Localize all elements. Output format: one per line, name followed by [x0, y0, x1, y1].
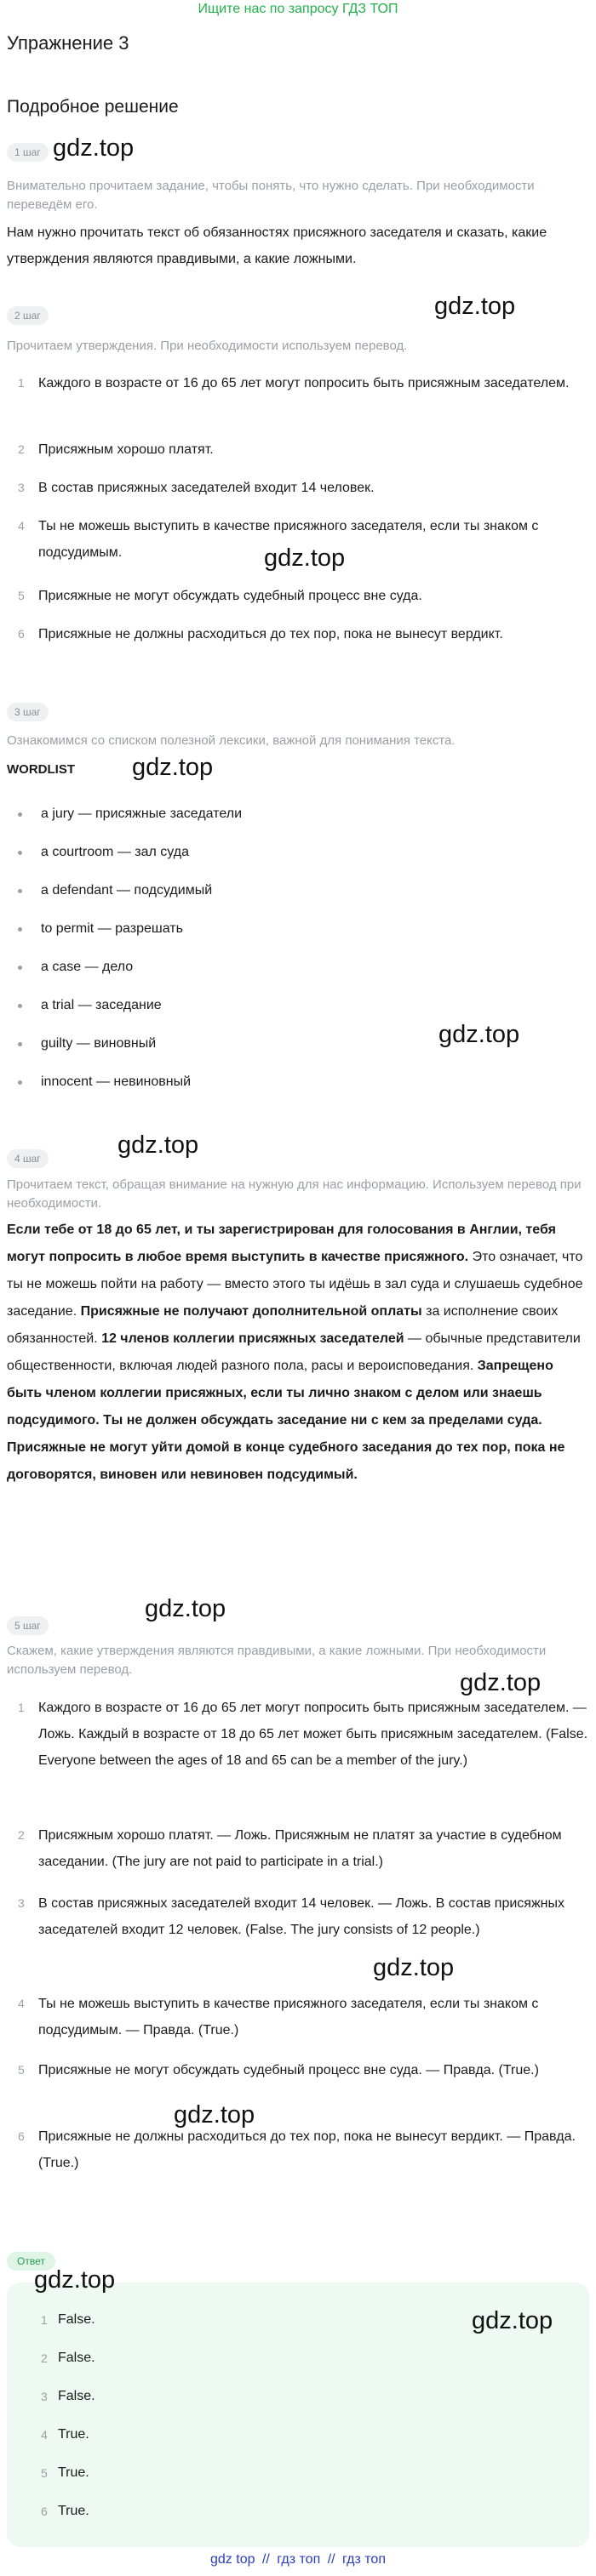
- watermark: gdz.top: [472, 2307, 553, 2334]
- list-item: [7, 843, 589, 881]
- footer-separator: //: [261, 2552, 270, 2567]
- list-item: 2 Присяжным хорошо платят. — Ложь. Присяжным не платят за участие в судебном заседании. (The jury are not paid to participate in a trial.): [18, 1828, 562, 1869]
- word-entry: to permit — разрешать: [41, 921, 183, 936]
- top-banner[interactable]: Ищите нас по запросу ГДЗ ТОП: [198, 2, 398, 16]
- answer-value: True.: [58, 2427, 89, 2442]
- list-item: 5 Присяжные не могут обсуждать судебный процесс вне суда. — Правда. (True.): [18, 2063, 539, 2077]
- step-1-text: Нам нужно прочитать текст об обязанностях присяжного заседателя и сказать, какие утверждения являются правдивыми, а какие ложными.: [7, 225, 547, 266]
- list-item: [7, 805, 589, 843]
- bullet-icon: [18, 1042, 22, 1046]
- footer-link[interactable]: гдз топ: [277, 2552, 321, 2567]
- statement-text: Ты не можешь выступить в качестве присяжного заседателя, если ты знаком с подсудимым.: [38, 519, 539, 560]
- list-item: 4 Ты не можешь выступить в качестве присяжного заседателя, если ты знаком с подсудимым.: [18, 519, 539, 560]
- list-item: 3 В состав присяжных заседателей входит 14 человек.: [18, 481, 375, 495]
- list-item: 2 False.: [41, 2351, 95, 2365]
- answer-value: False.: [58, 2351, 95, 2365]
- answers-detailed-list: [7, 1695, 589, 2190]
- footer: [0, 2552, 596, 2567]
- bullet-icon: [18, 812, 22, 817]
- list-item: [7, 958, 589, 996]
- answer-value: False.: [58, 2312, 95, 2327]
- word-entry: a case — дело: [41, 960, 134, 974]
- watermark: gdz.top: [434, 293, 516, 320]
- watermark: gdz.top: [373, 1954, 455, 1981]
- watermark: gdz.top: [145, 1595, 226, 1622]
- watermark: gdz.top: [34, 2266, 116, 2294]
- list-item: 4 True.: [41, 2427, 89, 2442]
- answer-label: Ответ: [7, 2252, 55, 2271]
- text-regular: — обычные представители общественности, включая людей разного пола, расы и вероисповедания.: [7, 1331, 581, 1373]
- word-entry: a defendant — подсудимый: [41, 883, 213, 898]
- text-bold: Если тебе от 18 до 65 лет, и ты зарегистрирован для голосования в Англии, тебя могут попросить в любое время выступить в качестве присяжного.: [7, 1222, 556, 1264]
- answer-text: Ты не можешь выступить в качестве присяжного заседателя, если ты знаком с подсудимым. — Правда. (True.): [38, 1997, 539, 2037]
- text-bold: Запрещено быть членом коллегии присяжных, если ты лично знаком с делом или знаешь подсудимого. Ты не должен обсуждать заседание ни с кем за пределами суда. Присяжные не могут уйти домой в конце судебного заседания до тех пор, пока не договорятся, виновен или невиновен подсудимый.: [7, 1359, 565, 1482]
- list-item: 6 Присяжные не должны расходиться до тех пор, пока не вынесут вердикт. — Правда. (True.): [18, 2129, 576, 2170]
- step-5-hint: Скажем, какие утверждения являются правдивыми, а какие ложными. При необходимости используем перевод.: [7, 1644, 547, 1677]
- list-item: 6 Присяжные не должны расходиться до тех пор, пока не вынесут вердикт.: [18, 627, 503, 641]
- bullet-icon: [18, 851, 22, 855]
- word-entry: innocent — невиновный: [41, 1074, 192, 1089]
- answer-value: False.: [58, 2389, 95, 2403]
- statement-text: Каждого в возрасте от 16 до 65 лет могут попросить быть присяжным заседателем.: [38, 376, 570, 390]
- answer-text: В состав присяжных заседателей входит 14 человек. — Ложь. В состав присяжных заседателей входит 12 человек. (False. The jury consists of 12 people.): [38, 1896, 564, 1937]
- word-entry: guilty — виновный: [41, 1036, 157, 1051]
- wordlist: [7, 805, 589, 1111]
- list-item: 5 Присяжные не могут обсуждать судебный процесс вне суда.: [18, 589, 422, 603]
- step-3-label: 3 шаг: [7, 703, 49, 721]
- step-1-hint: Внимательно прочитаем задание, чтобы понять, что нужно сделать. При необходимости переведём его.: [7, 179, 535, 212]
- statement-text: Присяжные не могут обсуждать судебный процесс вне суда.: [38, 589, 422, 603]
- answer-text: Присяжные не могут обсуждать судебный процесс вне суда. — Правда. (True.): [38, 2063, 539, 2077]
- bullet-icon: [18, 889, 22, 893]
- bullet-icon: [18, 1080, 22, 1085]
- list-item: 5 True.: [41, 2465, 89, 2480]
- word-entry: a trial — заседание: [41, 998, 162, 1012]
- step-4-label: 4 шаг: [7, 1149, 49, 1168]
- watermark: gdz.top: [132, 754, 214, 781]
- step-4-text: [7, 1217, 589, 1489]
- list-item: 1 Каждого в возрасте от 16 до 65 лет могут попросить быть присяжным заседателем. — Ложь. Каждый в возрасте от 18 до 65 лет может быть присяжным заседателем. (False. Everyone between the ages of 18 and 65 can be a member of the jury.): [18, 1701, 588, 1768]
- bullet-icon: [18, 927, 22, 932]
- answer-value: True.: [58, 2504, 89, 2518]
- step-5-label: 5 шаг: [7, 1616, 49, 1635]
- list-item: 3 В состав присяжных заседателей входит 14 человек. — Ложь. В состав присяжных заседателей входит 12 человек. (False. The jury consists of 12 people.): [18, 1896, 564, 1937]
- statement-text: Присяжным хорошо платят.: [38, 442, 214, 457]
- step-2-label: 2 шаг: [7, 306, 49, 325]
- watermark: gdz.top: [174, 2101, 255, 2129]
- list-item: 6 True.: [41, 2504, 89, 2518]
- wordlist-title: WORDLIST: [7, 762, 75, 777]
- list-item: 1 Каждого в возрасте от 16 до 65 лет могут попросить быть присяжным заседателем.: [18, 376, 570, 390]
- text-regular: Это означает, что ты не можешь пойти на работу — вместо этого ты идёшь в зал суда и слушаешь судебное заседание.: [7, 1250, 583, 1319]
- statement-text: В состав присяжных заседателей входит 14 человек.: [38, 481, 375, 495]
- watermark: gdz.top: [438, 1021, 520, 1048]
- watermark: gdz.top: [117, 1131, 199, 1159]
- word-entry: a jury — присяжные заседатели: [41, 806, 243, 821]
- footer-link[interactable]: гдз топ: [342, 2552, 386, 2567]
- answer-text: Присяжные не должны расходиться до тех пор, пока не вынесут вердикт. — Правда. (True.): [38, 2129, 576, 2170]
- watermark: gdz.top: [460, 1669, 542, 1696]
- list-item: [7, 920, 589, 958]
- bullet-icon: [18, 1004, 22, 1008]
- statements-list: [7, 370, 589, 659]
- watermark: gdz.top: [264, 544, 346, 572]
- answer-list: [7, 2311, 589, 2540]
- list-item: 3 False.: [41, 2389, 95, 2403]
- text-bold: 12 членов коллегии присяжных заседателей: [101, 1331, 404, 1346]
- word-entry: a courtroom — зал суда: [41, 845, 189, 859]
- section-title: Подробное решение: [7, 97, 179, 117]
- step-1-label: 1 шаг: [7, 143, 49, 162]
- watermark: gdz.top: [53, 134, 135, 162]
- list-item: 1 False.: [41, 2312, 95, 2327]
- list-item: [7, 881, 589, 920]
- list-item: [7, 1073, 589, 1111]
- answer-text: Присяжным хорошо платят. — Ложь. Присяжным не платят за участие в судебном заседании. (The jury are not paid to participate in a trial.): [38, 1828, 562, 1869]
- step-4-hint: Прочитаем текст, обращая внимание на нужную для нас информацию. Используем перевод при необходимости.: [7, 1177, 582, 1211]
- answer-value: True.: [58, 2465, 89, 2480]
- bullet-icon: [18, 966, 22, 970]
- step-2-hint: Прочитаем утверждения. При необходимости используем перевод.: [7, 339, 408, 353]
- answer-text: Каждого в возрасте от 16 до 65 лет могут попросить быть присяжным заседателем. — Ложь. Каждый в возрасте от 18 до 65 лет может быть присяжным заседателем. (False. Everyone between the ages of 18 and 65 can be a member of the jury.): [38, 1701, 588, 1768]
- page-title: Упражнение 3: [7, 32, 129, 54]
- list-item: 4 Ты не можешь выступить в качестве присяжного заседателя, если ты знаком с подсудимым. — Правда. (True.): [18, 1997, 539, 2037]
- statement-text: Присяжные не должны расходиться до тех пор, пока не вынесут вердикт.: [38, 627, 503, 641]
- footer-separator: //: [327, 2552, 335, 2567]
- step-3-hint: Ознакомимся со списком полезной лексики, важной для понимания текста.: [7, 733, 456, 748]
- text-bold: Присяжные не получают дополнительной оплаты: [80, 1304, 422, 1319]
- list-item: 2 Присяжным хорошо платят.: [18, 442, 214, 457]
- footer-link[interactable]: gdz top: [210, 2552, 255, 2567]
- text-regular: за исполнение своих обязанностей.: [7, 1304, 559, 1346]
